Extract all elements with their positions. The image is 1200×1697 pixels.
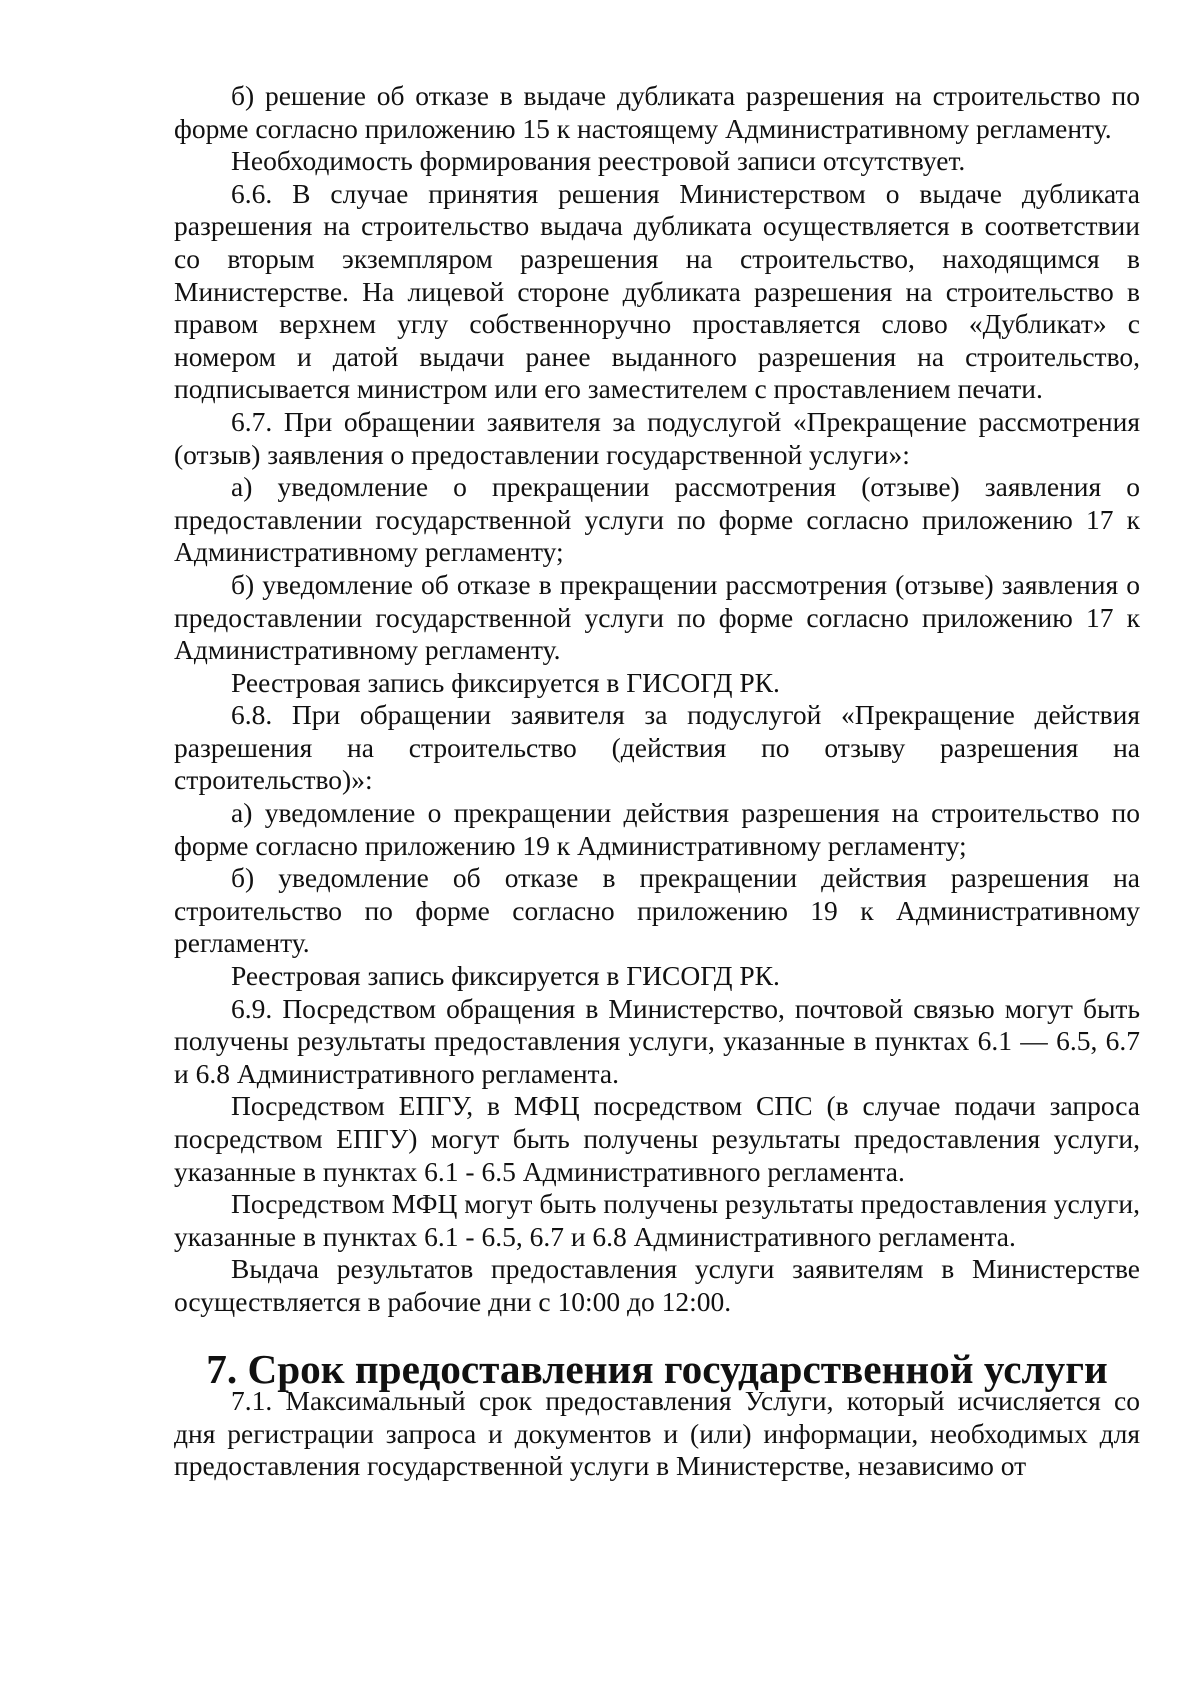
paragraph-issue-hours: Выдача результатов предоставления услуги заявителям в Министерстве осуществляется в рабочие дни с 10:00 до 12:00. xyxy=(174,1253,1140,1317)
paragraph-6-7-a: а) уведомление о прекращении рассмотрения (отзыве) заявления о предоставлении государственной услуги по форме согласно приложению 17 к Административному регламенту; xyxy=(174,471,1140,568)
paragraph-6-8-b: б) уведомление об отказе в прекращении действия разрешения на строительство по форме согласно приложению 19 к Административному регламенту. xyxy=(174,862,1140,959)
paragraph-6-8: 6.8. При обращении заявителя за подуслугой «Прекращение действия разрешения на строительство (действия по отзыву разрешения на строительство)»: xyxy=(174,699,1140,796)
paragraph-6-6: 6.6. В случае принятия решения Министерством о выдаче дубликата разрешения на строительство выдача дубликата осуществляется в соответствии со вторым экземпляром разрешения на строительство, находящимся в Министерстве. На лицевой стороне дубликата разрешения на строительство в правом верхнем углу собственноручно проставляется слово «Дубликат» с номером и датой выдачи ранее выданного разрешения на строительство, подписывается министром или его заместителем с проставлением печати. xyxy=(174,177,1140,405)
paragraph-6-7-b: б) уведомление об отказе в прекращении рассмотрения (отзыве) заявления о предоставлении государственной услуги по форме согласно приложению 17 к Административному регламенту. xyxy=(174,568,1140,666)
paragraph-epgu: Посредством ЕПГУ, в МФЦ посредством СПС (в случае подачи запроса посредством ЕПГУ) могут быть получены результаты предоставления услуги, указанные в пунктах 6.1 - 6.5 Административного регламента. xyxy=(174,1090,1140,1187)
paragraph-7-1: 7.1. Максимальный срок предоставления Услуги, который исчисляется со дня регистрации запроса и документов и (или) информации, необходимых для предоставления государственной услуги в Министерстве, независимо от xyxy=(174,1385,1140,1482)
paragraph-6-7: 6.7. При обращении заявителя за подуслугой «Прекращение рассмотрения (отзыв) заявления о предоставлении государственной услуги»: xyxy=(174,405,1140,470)
paragraph-6-8-a: а) уведомление о прекращении действия разрешения на строительство по форме согласно приложению 19 к Административному регламенту; xyxy=(174,797,1140,861)
paragraph-refusal-duplicate: б) решение об отказе в выдаче дубликата разрешения на строительство по форме согласно приложению 15 к настоящему Административному регламенту. xyxy=(174,80,1140,144)
paragraph-registry-fixed: Реестровая запись фиксируется в ГИСОГД РК. xyxy=(231,960,780,992)
paragraph-mfc: Посредством МФЦ могут быть получены результаты предоставления услуги, указанные в пунктах 6.1 - 6.5, 6.7 и 6.8 Административного регламента. xyxy=(174,1188,1140,1252)
document-page xyxy=(174,80,1140,1483)
paragraph-registry-note: Необходимость формирования реестровой записи отсутствует. xyxy=(231,145,966,177)
paragraph-6-9: 6.9. Посредством обращения в Министерство, почтовой связью могут быть получены результаты предоставления услуги, указанные в пунктах 6.1 — 6.5, 6.7 и 6.8 Административного регламента. xyxy=(174,992,1140,1089)
section-heading: 7. Срок предоставления государственной услуги xyxy=(206,1345,1108,1392)
paragraph-registry-fixed: Реестровая запись фиксируется в ГИСОГД РК. xyxy=(231,666,780,698)
